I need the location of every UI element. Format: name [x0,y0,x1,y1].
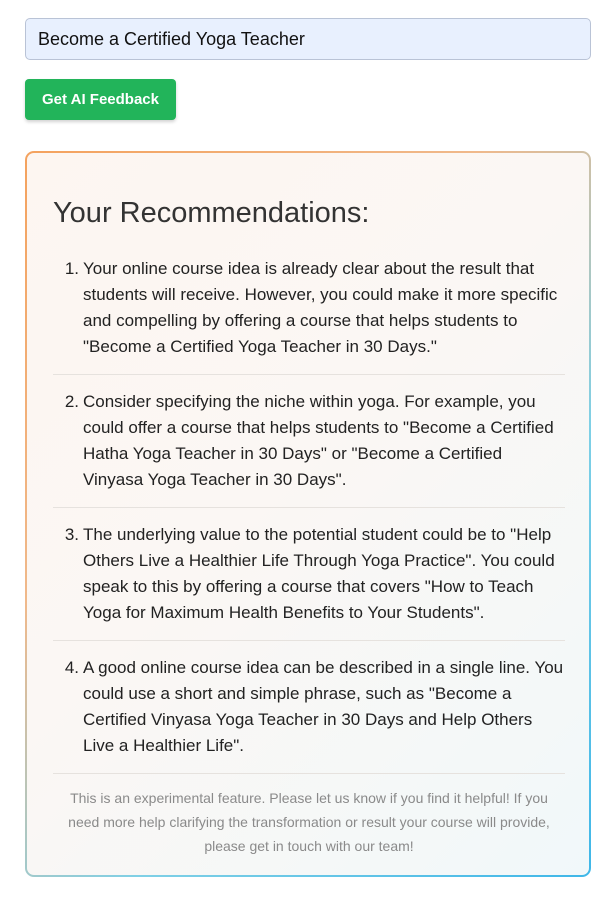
recommendation-number: 2. [64,392,79,411]
recommendation-text: The underlying value to the potential student could be to "Help Others Live a Healthier Life Through Yoga Practice". You could speak to this by offering a course that covers "How to Teach Yoga for Maximum Health Benefits to Your Students". [83,525,555,622]
recommendation-number: 4. [64,658,79,677]
recommendation-item [53,655,565,774]
recommendation-item [53,522,565,641]
recommendation-number: 1. [64,259,79,278]
recommendations-title: Your Recommendations: [53,197,370,229]
recommendations-card [25,151,591,877]
recommendation-text: A good online course idea can be described in a single line. You could use a short and simple phrase, such as "Become a Certified Vinyasa Yoga Teacher in 30 Days and Help Others Live a Healthier Life". [83,658,564,755]
recommendations-list [53,256,565,774]
course-idea-input[interactable] [25,18,591,60]
experimental-disclaimer: This is an experimental feature. Please let us know if you find it helpful! If you need more help clarifying the transformation or result your course will provide, please get in touch with our team! [68,790,550,854]
recommendation-item [53,389,565,508]
recommendation-text: Your online course idea is already clear about the result that students will receive. However, you could make it more specific and compelling by offering a course that helps students to "Become a Certified Yoga Teacher in 30 Days." [83,259,558,356]
get-ai-feedback-button[interactable]: Get AI Feedback [25,79,176,120]
recommendations-card-body [27,153,589,875]
recommendation-number: 3. [64,525,79,544]
recommendation-item [53,256,565,375]
recommendation-text: Consider specifying the niche within yoga. For example, you could offer a course that helps students to "Become a Certified Hatha Yoga Teacher in 30 Days" or "Become a Certified Vinyasa Yoga Teacher in 30 Days". [83,392,554,489]
